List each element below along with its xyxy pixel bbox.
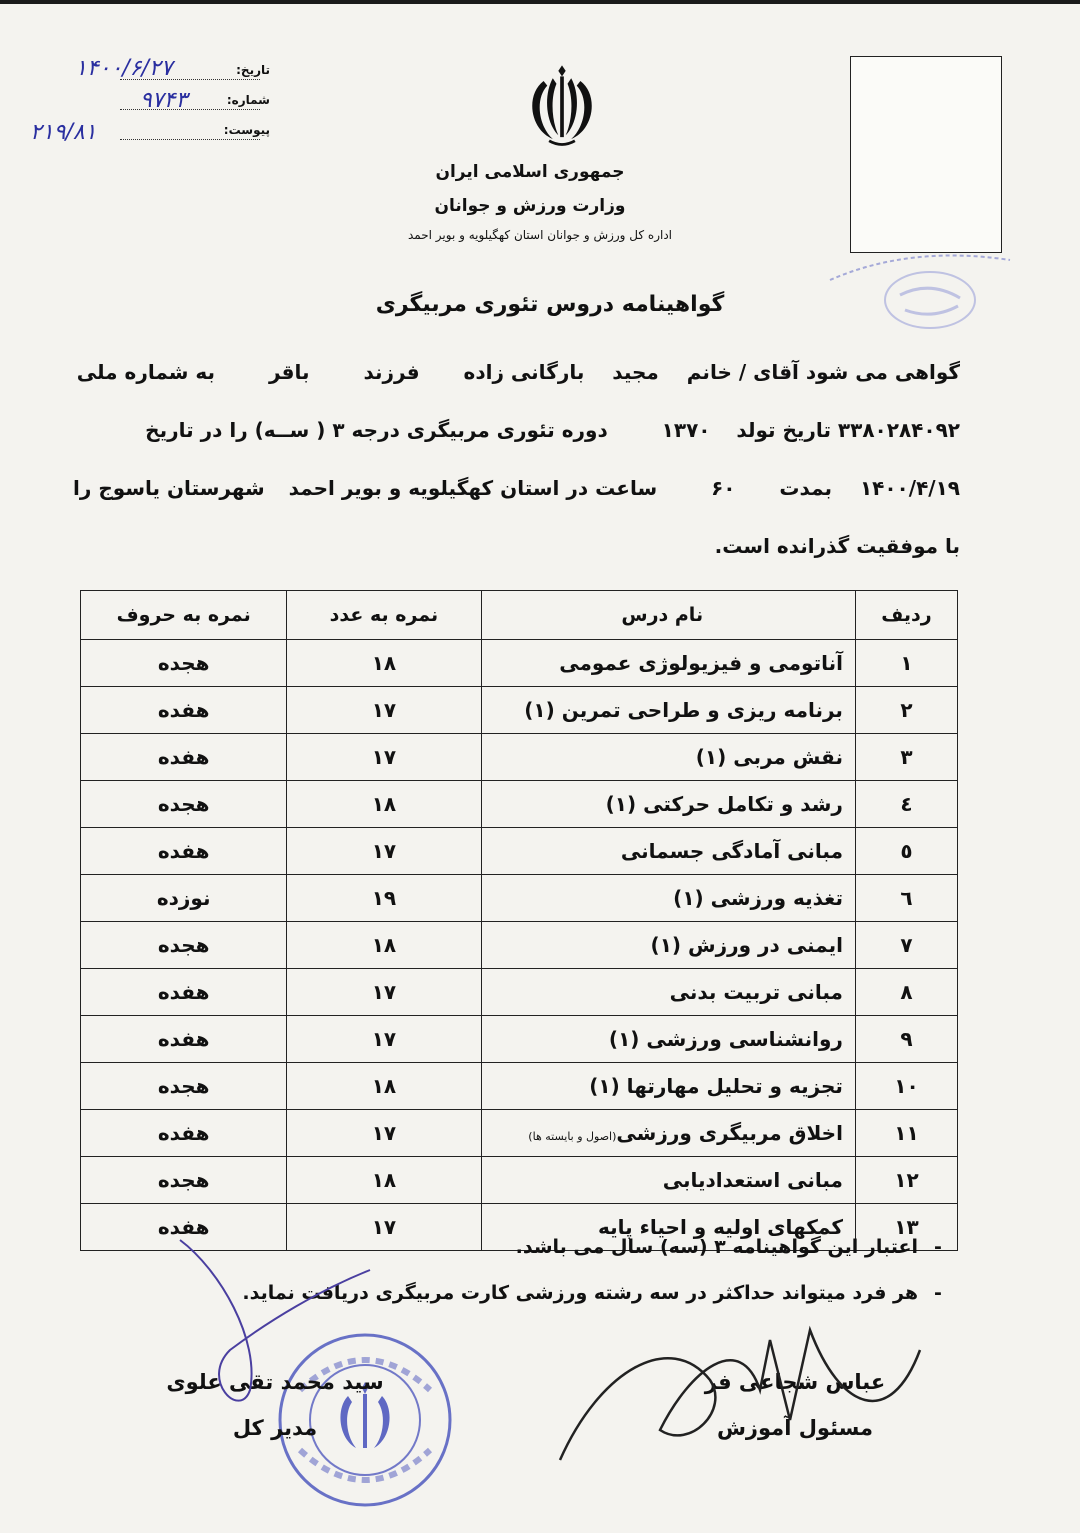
course-name: برنامه ریزی و طراحی تمرین (۱): [524, 698, 843, 722]
city-text: شهرستان یاسوج را: [73, 476, 265, 500]
child-of-label: فرزند: [363, 360, 420, 384]
table-row: [81, 734, 958, 781]
table-row: [81, 875, 958, 922]
course-name: مبانی استعدادیابی: [662, 1168, 843, 1192]
course-text: دوره تئوری مربیگری درجه ۳ ( ســه) را در تاریخ: [145, 418, 608, 442]
table-row: [81, 687, 958, 734]
top-border: [0, 0, 1080, 4]
course-name: مبانی تربیت بدنی: [669, 980, 843, 1004]
org-country: جمهوری اسلامی ایران: [435, 162, 625, 182]
body-line-4: با موفقیت گذرانده است.: [714, 534, 960, 558]
signer-name: سید محمد تقی علوی: [166, 1370, 384, 1394]
course-name: تجزیه و تحلیل مهارتها (۱): [589, 1074, 843, 1098]
grades-table: [80, 590, 958, 1251]
course-name: نقش مربی (۱): [695, 745, 843, 769]
grade-number-cell: ۱۷: [287, 687, 481, 734]
signer-name: عباس شجاعی فر: [704, 1370, 886, 1394]
grade-words-cell: نوزده: [81, 875, 287, 922]
certificate-title: گواهینامه دروس تئوری مربیگری: [375, 292, 725, 317]
signer-title: مدیر کل: [232, 1416, 318, 1440]
grade-number-cell: ۱۸: [287, 922, 481, 969]
course-name: روانشناسی ورزشی (۱): [608, 1027, 843, 1051]
table-header-row: [81, 591, 958, 640]
table-row: [81, 1157, 958, 1204]
attachment-value: ۲۱۹/۸۱: [30, 120, 97, 145]
grades-body: [81, 640, 958, 1251]
header-row-number: ردیف: [855, 591, 957, 640]
course-name: ایمنی در ورزش (۱): [650, 933, 843, 957]
grade-words-cell: هجده: [81, 1157, 287, 1204]
course-name: کمکهای اولیه و احیاء پایه: [598, 1215, 843, 1239]
course-name: رشد و تکامل حرکتی (۱): [605, 792, 843, 816]
grade-words-cell: هجده: [81, 922, 287, 969]
org-province-office: اداره کل ورزش و جوانان استان کهگیلویه و بویر احمد: [407, 228, 672, 242]
row-number-cell: ۱۱: [855, 1110, 957, 1157]
course-name-cell: [481, 1157, 855, 1204]
course-name-cell: [481, 1110, 855, 1157]
course-name-cell: [481, 969, 855, 1016]
grade-words-cell: هفده: [81, 828, 287, 875]
table-row: [81, 1110, 958, 1157]
course-name-cell: [481, 1016, 855, 1063]
duration-value: ۶۰: [711, 476, 736, 500]
note-item: -هر فرد میتواند حداکثر در سه رشته ورزشی کارت مربیگری دریافت نماید.: [242, 1282, 942, 1304]
table-row: [81, 1016, 958, 1063]
duration-label: بمدت: [779, 476, 832, 500]
birth-label: تاریخ تولد: [736, 418, 831, 442]
course-name: مبانی آمادگی جسمانی: [620, 839, 843, 863]
national-id-label: به شماره ملی: [76, 360, 216, 384]
attachment-label: پیوست:: [223, 123, 270, 137]
grade-words-cell: هجده: [81, 781, 287, 828]
row-number-cell: ۱۳: [855, 1204, 957, 1251]
course-name: تغذیه ورزشی (۱): [673, 886, 843, 910]
row-number-cell: ۳: [855, 734, 957, 781]
grade-number-cell: ۱۸: [287, 1157, 481, 1204]
header-grade-number: نمره به عدد: [287, 591, 481, 640]
grade-words-cell: هفده: [81, 687, 287, 734]
handwritten-signature-right-icon: [540, 1310, 940, 1510]
grade-number-cell: ۱۷: [287, 1110, 481, 1157]
table-row: [81, 1063, 958, 1110]
date-value: ۱۴۰۰/۶/۲۷: [75, 56, 173, 81]
course-name-cell: [481, 781, 855, 828]
table-row: [81, 828, 958, 875]
course-name-cell: [481, 687, 855, 734]
row-number-cell: ۱۰: [855, 1063, 957, 1110]
course-name-cell: [481, 875, 855, 922]
course-name-cell: [481, 922, 855, 969]
father-name: باقر: [268, 360, 310, 384]
row-number-cell: ۹: [855, 1016, 957, 1063]
stamp-small-icon: [820, 240, 1020, 340]
grade-words-cell: هجده: [81, 1063, 287, 1110]
grade-words-cell: هفده: [81, 1016, 287, 1063]
grade-number-cell: ۱۸: [287, 1063, 481, 1110]
grade-number-cell: ۱۷: [287, 1204, 481, 1251]
grade-number-cell: ۱۷: [287, 734, 481, 781]
date-label: تاریخ:: [236, 63, 270, 77]
row-number-cell: ۷: [855, 922, 957, 969]
row-number-cell: ٤: [855, 781, 957, 828]
body-line-1: [76, 360, 960, 384]
course-name: اخلاق مربیگری ورزشی: [616, 1121, 843, 1145]
first-name: مجید: [612, 360, 659, 384]
header-course-name: نام درس: [481, 591, 855, 640]
table-row: [81, 922, 958, 969]
note-item: -اعتبار این گواهینامه ۳ (سه) سال می باشد.: [515, 1236, 942, 1258]
attachment-dotted-line: [120, 138, 260, 140]
row-number-cell: ۱: [855, 640, 957, 687]
grade-words-cell: هجده: [81, 640, 287, 687]
course-name-cell: [481, 828, 855, 875]
course-name-note: (اصول و بایسته ها): [528, 1130, 617, 1143]
province-text: ساعت در استان کهگیلویه و بویر احمد: [288, 476, 658, 500]
grade-words-cell: هفده: [81, 1204, 287, 1251]
row-number-cell: ۱۲: [855, 1157, 957, 1204]
national-id: ۳۳۸۰۲۸۴۰۹۲: [837, 418, 960, 442]
row-number-cell: ٦: [855, 875, 957, 922]
grade-number-cell: ۱۸: [287, 781, 481, 828]
body-line-2: [90, 418, 960, 442]
grade-number-cell: ۱۷: [287, 969, 481, 1016]
header-grade-words: نمره به حروف: [81, 591, 287, 640]
table-row: [81, 781, 958, 828]
row-number-cell: ۸: [855, 969, 957, 1016]
course-name-cell: [481, 640, 855, 687]
iran-emblem-icon: [516, 58, 608, 150]
grade-number-cell: ۱۹: [287, 875, 481, 922]
grade-number-cell: ۱۸: [287, 640, 481, 687]
handwritten-signature-left-icon: [140, 1230, 390, 1430]
signer-title: مسئول آموزش: [716, 1416, 874, 1440]
body-line-3: [73, 476, 960, 500]
grade-number-cell: ۱۷: [287, 828, 481, 875]
photo-box: [850, 56, 1002, 253]
number-value: ۹۷۴۳: [140, 88, 188, 113]
number-label: شماره:: [226, 93, 270, 107]
row-number-cell: ۲: [855, 687, 957, 734]
letter-meta: [190, 60, 270, 150]
table-row: [81, 969, 958, 1016]
course-name-cell: [481, 734, 855, 781]
last-name: بارگانی زاده: [463, 360, 585, 384]
course-name: آناتومی و فیزیولوژی عمومی: [559, 651, 843, 675]
certify-text: گواهی می شود آقای / خانم: [686, 360, 960, 384]
grade-number-cell: ۱۷: [287, 1016, 481, 1063]
grade-words-cell: هفده: [81, 969, 287, 1016]
birth-year: ۱۳۷۰: [661, 418, 711, 442]
grade-words-cell: هفده: [81, 1110, 287, 1157]
table-row: [81, 640, 958, 687]
course-name-cell: [481, 1063, 855, 1110]
course-date: ۱۴۰۰/۴/۱۹: [859, 476, 960, 500]
org-ministry: وزارت ورزش و جوانان: [434, 196, 626, 216]
grade-words-cell: هفده: [81, 734, 287, 781]
row-number-cell: ٥: [855, 828, 957, 875]
